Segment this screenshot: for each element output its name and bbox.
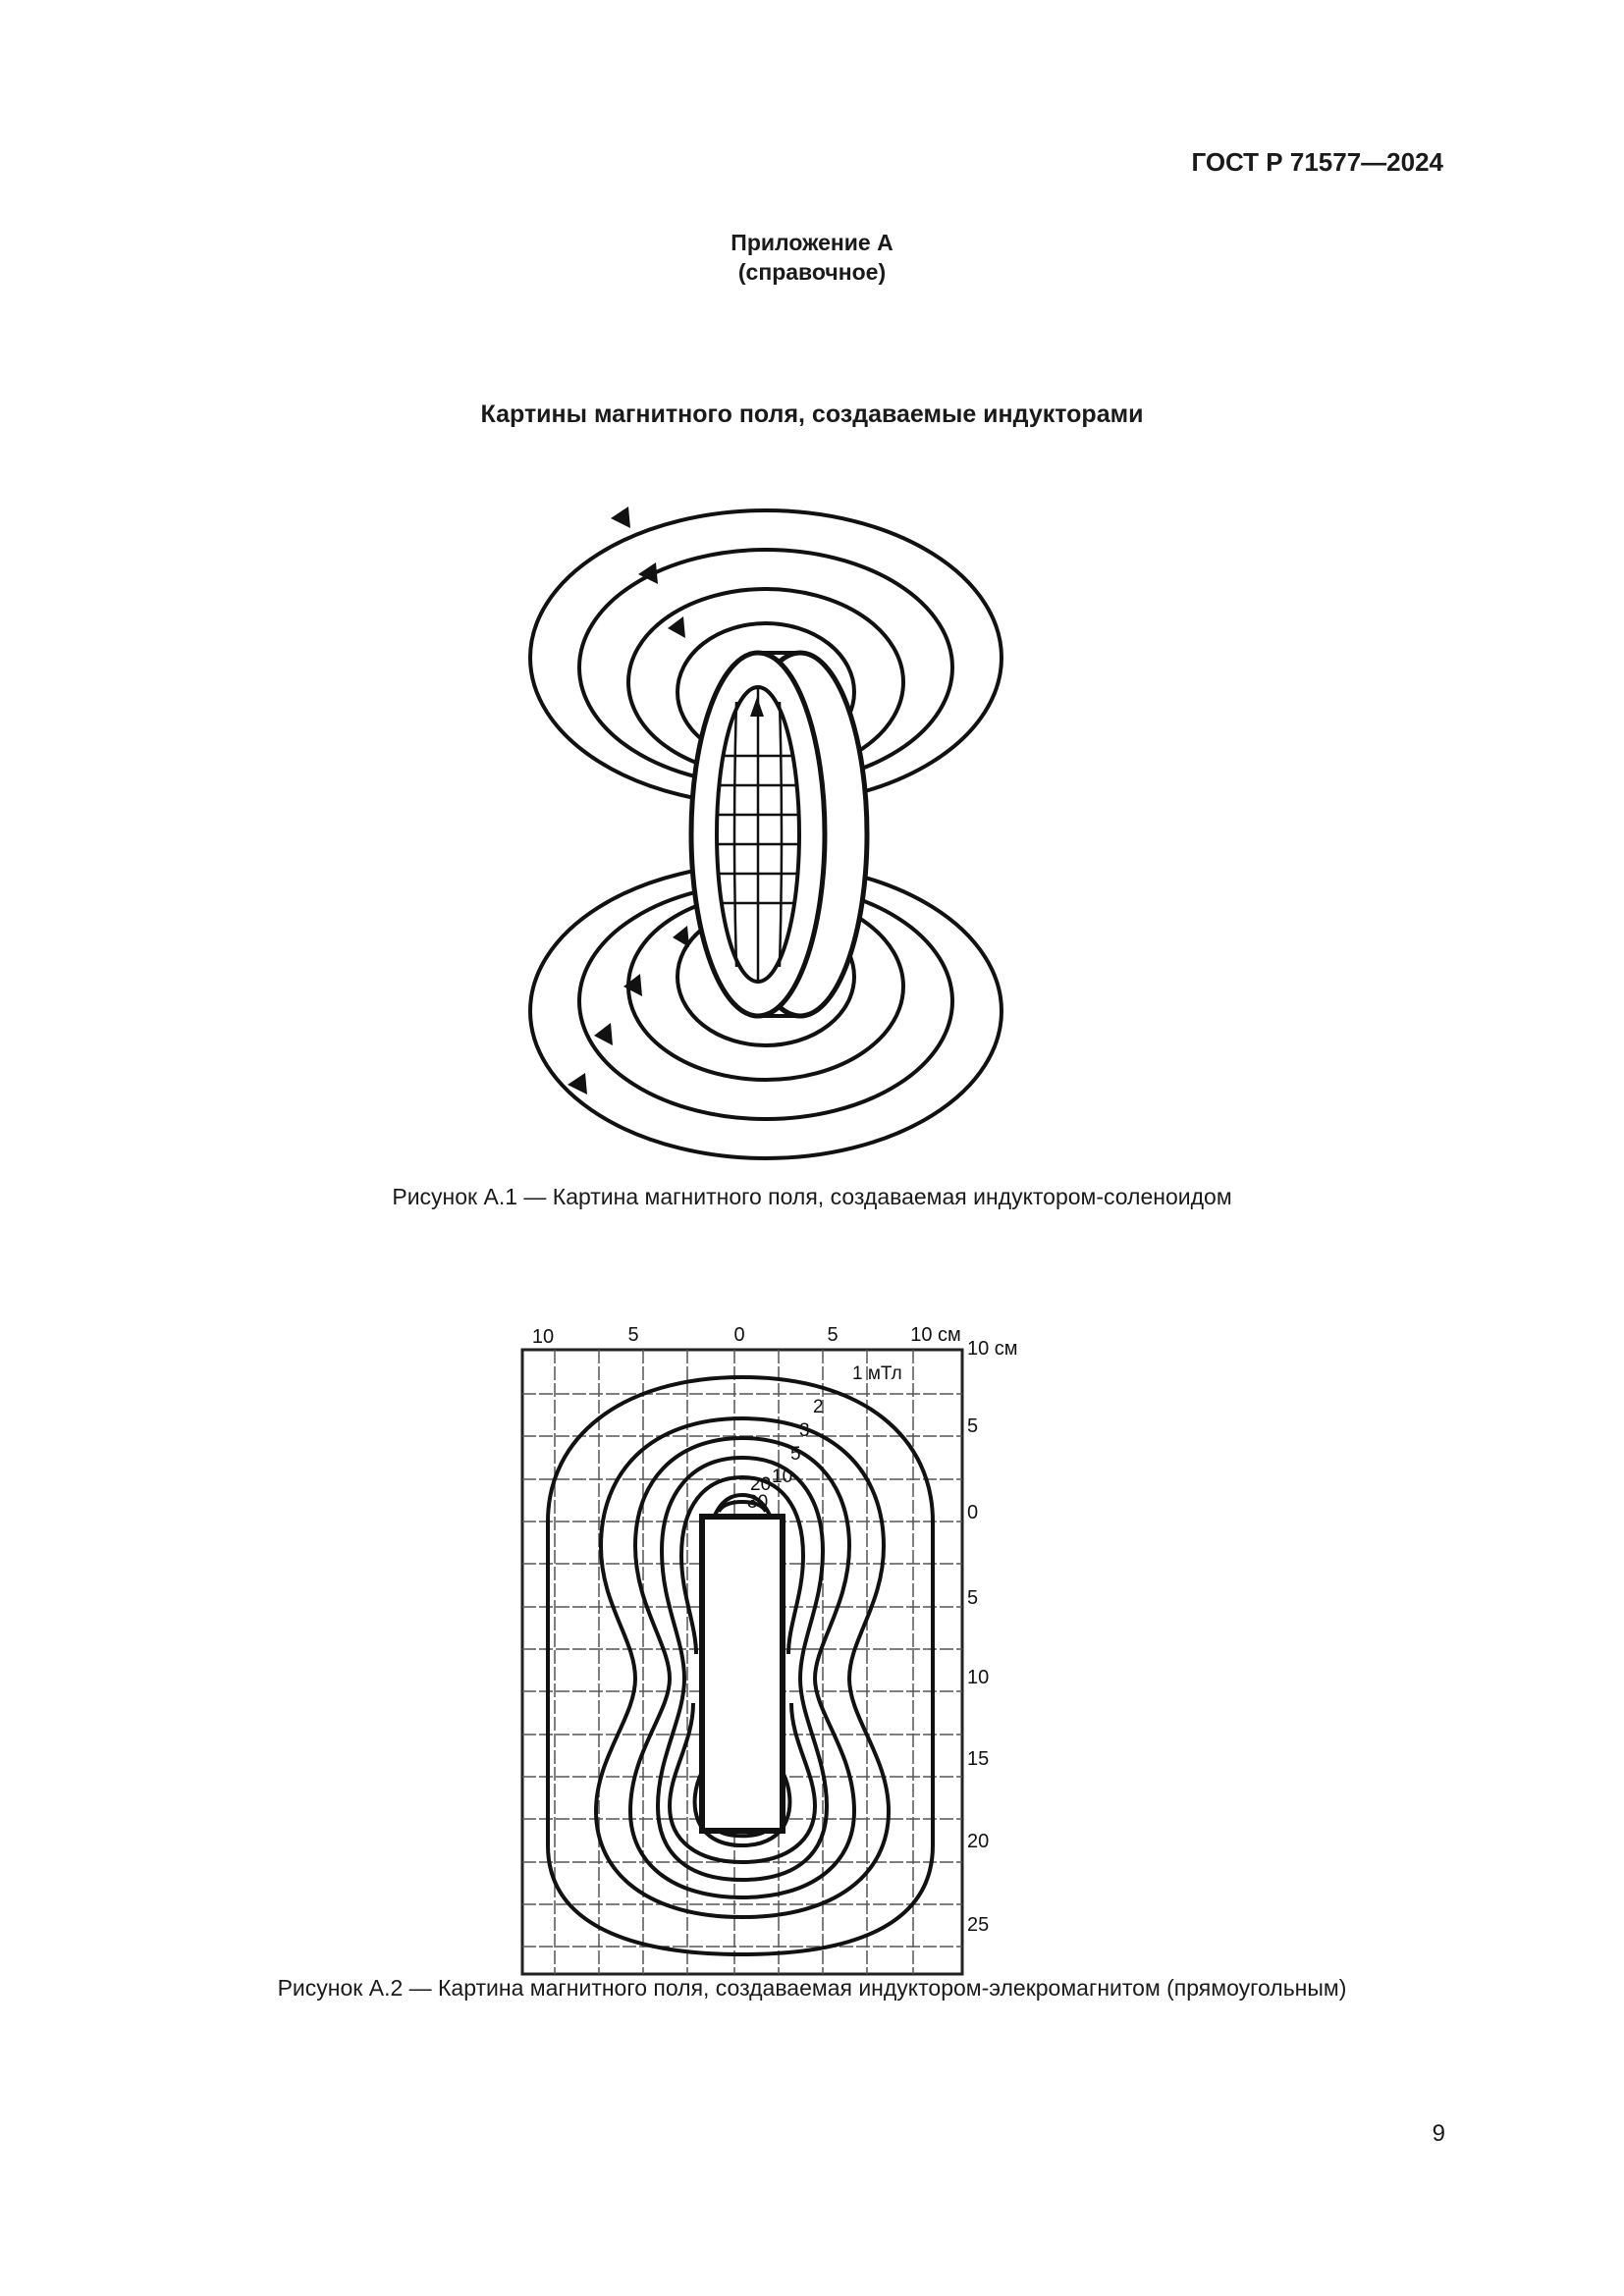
right-tick-label: 5 [967, 1587, 979, 1609]
document-id: ГОСТ Р 71577—2024 [1191, 147, 1443, 177]
solenoid-field-figure [491, 491, 1041, 1178]
top-tick-label: 5 [627, 1324, 639, 1346]
right-tick-label: 25 [967, 1914, 990, 1936]
section-title: Картины магнитного поля, создаваемые индукторами [480, 400, 1144, 428]
contour-label: 1 мТл [852, 1363, 902, 1384]
appendix-subtitle: (справочное) [737, 259, 887, 285]
right-tick-label: 10 см [967, 1338, 1018, 1360]
page-number: 9 [1432, 2120, 1445, 2147]
right-tick-label: 20 [967, 1831, 990, 1852]
top-tick-label: 10 см [910, 1324, 961, 1346]
top-tick-label: 0 [733, 1324, 745, 1346]
figure1-caption: Рисунок А.1 — Картина магнитного поля, создаваемая индуктором-соленоидом [392, 1184, 1232, 1209]
contour-label: 10 [772, 1467, 793, 1487]
top-axis-ticks [532, 1324, 961, 1348]
right-axis-ticks [967, 1338, 1018, 1936]
top-tick-label: 5 [827, 1324, 839, 1346]
top-tick-label: 10 [531, 1326, 555, 1348]
right-tick-label: 5 [967, 1415, 979, 1437]
contour-label: 30 [747, 1492, 769, 1513]
contour-label: 20 [750, 1474, 772, 1495]
right-tick-label: 0 [967, 1502, 979, 1523]
contour-label: 2 [813, 1397, 824, 1417]
electromagnet-core [702, 1517, 783, 1831]
contour-label: 3 [799, 1420, 810, 1441]
electromagnet-field-figure [511, 1310, 1060, 1998]
appendix-title: Приложение А [731, 230, 893, 255]
right-tick-label: 10 [967, 1667, 990, 1688]
figure2-caption: Рисунок А.2 — Картина магнитного поля, создаваемая индуктором-элекромагнитом (прямоугольным) [277, 1975, 1347, 2001]
contour-label: 5 [790, 1444, 801, 1465]
right-tick-label: 15 [967, 1748, 990, 1770]
